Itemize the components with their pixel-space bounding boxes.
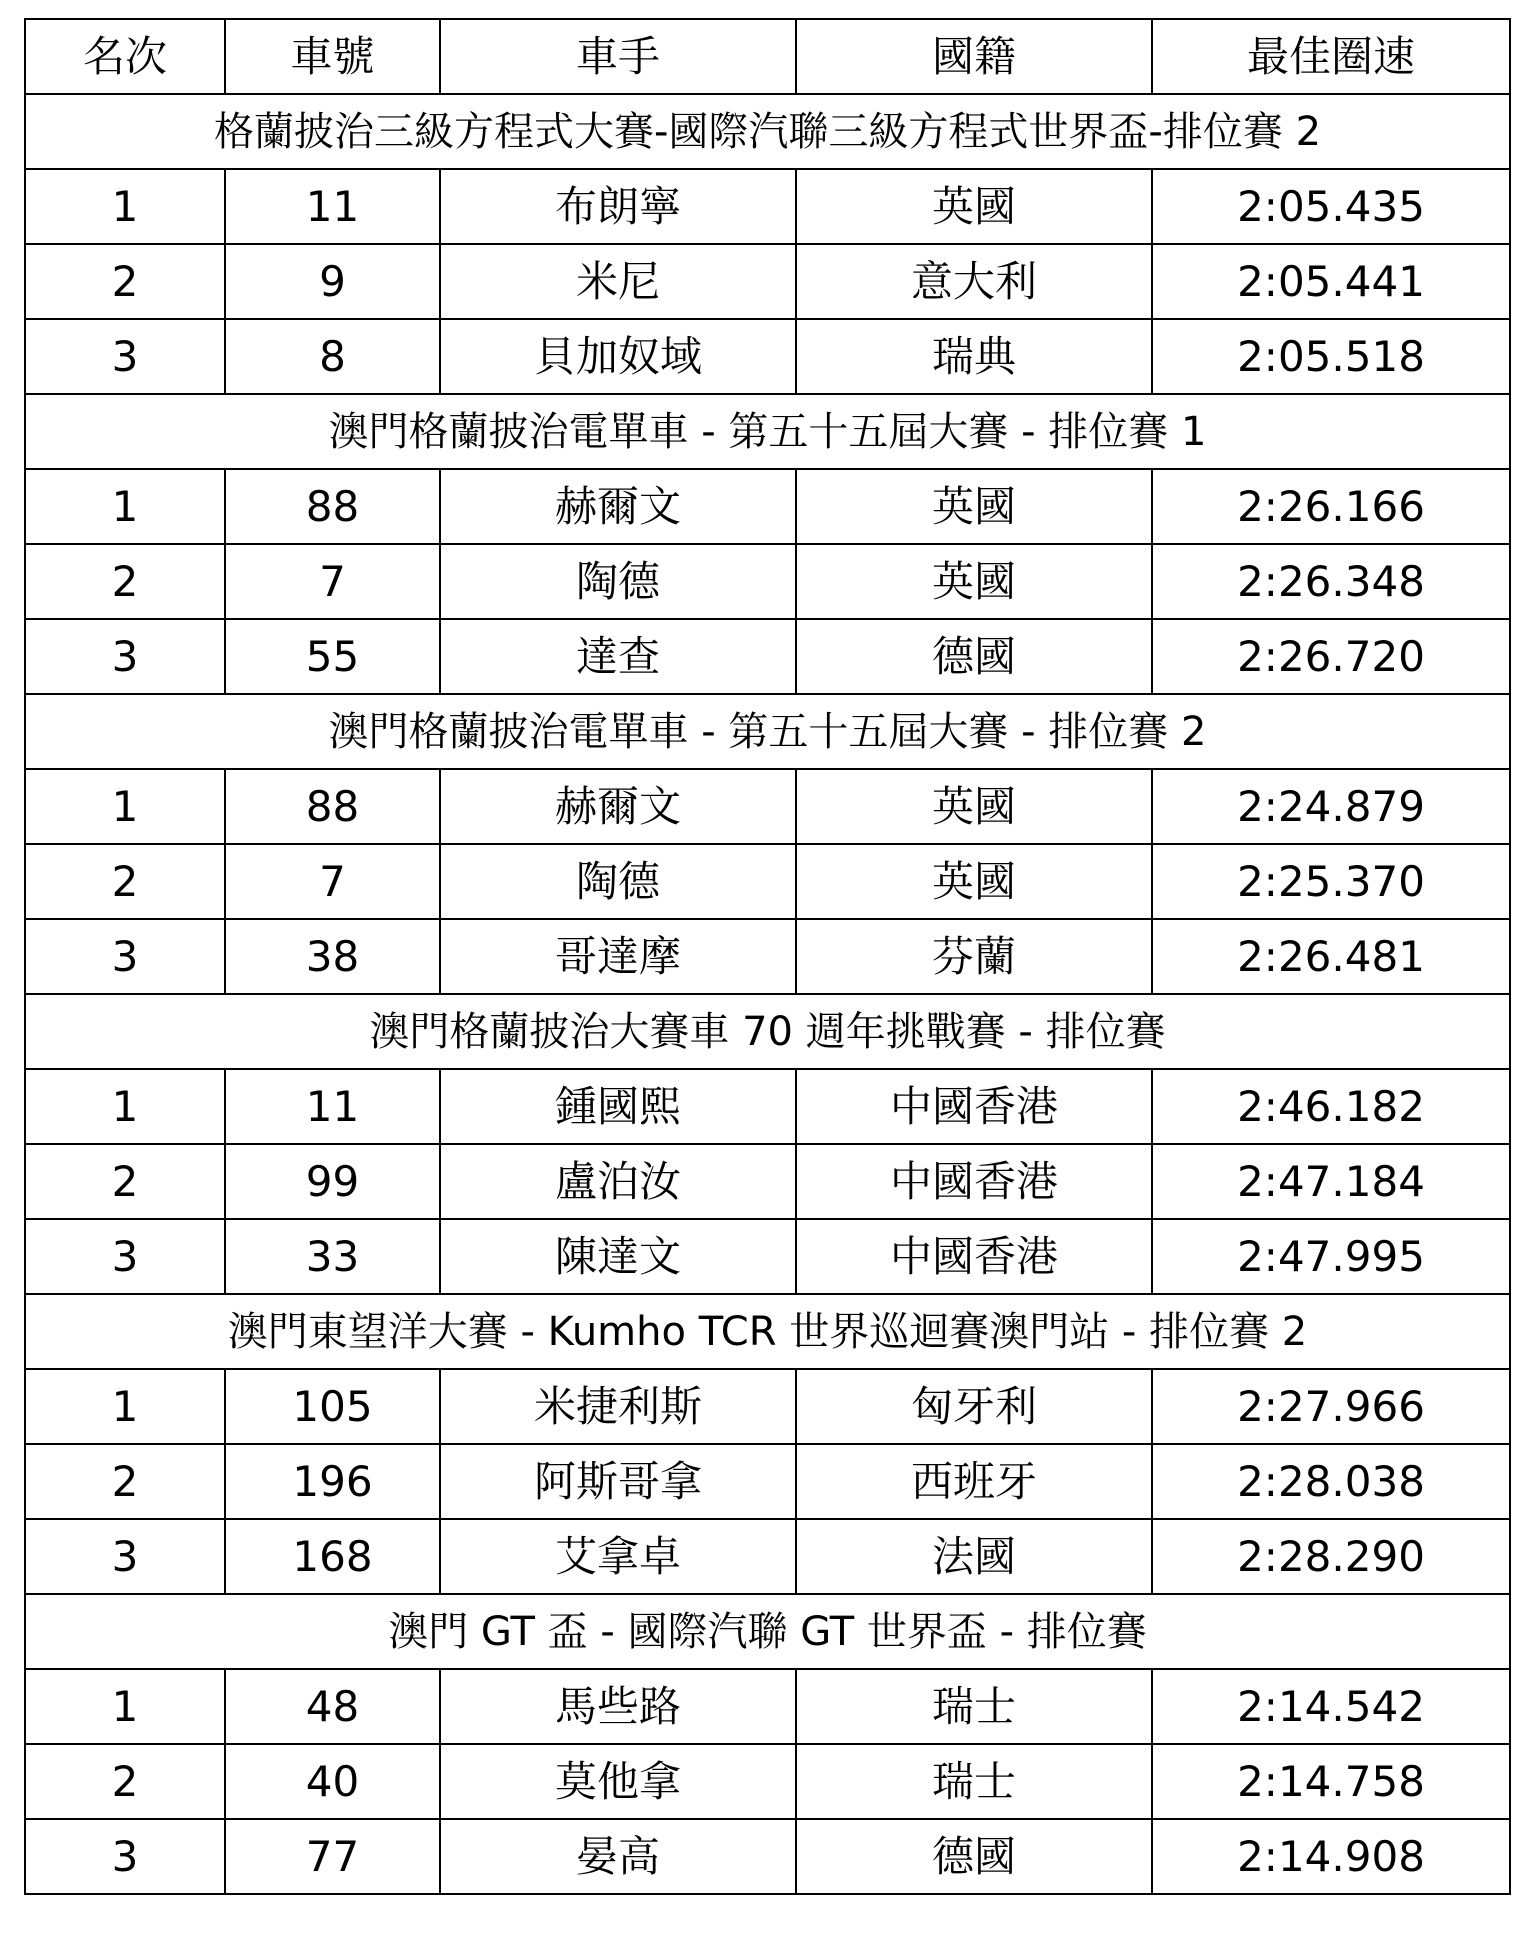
cell-driver: 布朗寧 <box>440 169 796 244</box>
table-row <box>25 1819 1510 1894</box>
cell-rank: 3 <box>25 619 225 694</box>
header-driver: 車手 <box>440 19 796 94</box>
header-row <box>25 19 1510 94</box>
cell-nationality: 中國香港 <box>796 1219 1152 1294</box>
cell-rank: 1 <box>25 1669 225 1744</box>
cell-rank: 2 <box>25 1444 225 1519</box>
table-row <box>25 1744 1510 1819</box>
cell-best-lap: 2:26.348 <box>1152 544 1510 619</box>
table-row <box>25 769 1510 844</box>
section-title-row <box>25 94 1510 169</box>
cell-driver: 達查 <box>440 619 796 694</box>
cell-best-lap: 2:05.518 <box>1152 319 1510 394</box>
cell-driver: 米尼 <box>440 244 796 319</box>
cell-rank: 3 <box>25 919 225 994</box>
cell-nationality: 芬蘭 <box>796 919 1152 994</box>
cell-car-number: 9 <box>225 244 440 319</box>
cell-nationality: 英國 <box>796 544 1152 619</box>
cell-rank: 1 <box>25 1069 225 1144</box>
table-row <box>25 1069 1510 1144</box>
table-row <box>25 919 1510 994</box>
cell-nationality: 瑞典 <box>796 319 1152 394</box>
cell-nationality: 英國 <box>796 469 1152 544</box>
cell-driver: 陳達文 <box>440 1219 796 1294</box>
cell-car-number: 33 <box>225 1219 440 1294</box>
cell-best-lap: 2:46.182 <box>1152 1069 1510 1144</box>
section-title-row <box>25 1594 1510 1669</box>
cell-rank: 2 <box>25 1144 225 1219</box>
table-row <box>25 1219 1510 1294</box>
cell-best-lap: 2:14.908 <box>1152 1819 1510 1894</box>
table-row <box>25 244 1510 319</box>
table-row <box>25 1369 1510 1444</box>
cell-car-number: 55 <box>225 619 440 694</box>
cell-rank: 2 <box>25 544 225 619</box>
cell-driver: 哥達摩 <box>440 919 796 994</box>
cell-rank: 3 <box>25 1519 225 1594</box>
cell-nationality: 瑞士 <box>796 1669 1152 1744</box>
cell-nationality: 德國 <box>796 1819 1152 1894</box>
cell-car-number: 7 <box>225 844 440 919</box>
section-title-row <box>25 994 1510 1069</box>
table-row <box>25 1519 1510 1594</box>
cell-nationality: 西班牙 <box>796 1444 1152 1519</box>
cell-best-lap: 2:05.435 <box>1152 169 1510 244</box>
cell-car-number: 38 <box>225 919 440 994</box>
section-title: 澳門 GT 盃 - 國際汽聯 GT 世界盃 - 排位賽 <box>25 1594 1510 1669</box>
section-title: 澳門東望洋大賽 - Kumho TCR 世界巡迴賽澳門站 - 排位賽 2 <box>25 1294 1510 1369</box>
cell-rank: 1 <box>25 169 225 244</box>
header-best-lap: 最佳圈速 <box>1152 19 1510 94</box>
cell-car-number: 196 <box>225 1444 440 1519</box>
cell-car-number: 105 <box>225 1369 440 1444</box>
results-body <box>25 94 1510 1894</box>
cell-nationality: 法國 <box>796 1519 1152 1594</box>
cell-driver: 馬些路 <box>440 1669 796 1744</box>
cell-nationality: 英國 <box>796 169 1152 244</box>
cell-best-lap: 2:27.966 <box>1152 1369 1510 1444</box>
header-car-number: 車號 <box>225 19 440 94</box>
section-title: 格蘭披治三級方程式大賽-國際汽聯三級方程式世界盃-排位賽 2 <box>25 94 1510 169</box>
cell-car-number: 48 <box>225 1669 440 1744</box>
cell-best-lap: 2:05.441 <box>1152 244 1510 319</box>
section-title-row <box>25 1294 1510 1369</box>
cell-nationality: 意大利 <box>796 244 1152 319</box>
cell-driver: 晏高 <box>440 1819 796 1894</box>
cell-driver: 鍾國熙 <box>440 1069 796 1144</box>
results-table <box>24 18 1511 1895</box>
table-row <box>25 1444 1510 1519</box>
table-row <box>25 544 1510 619</box>
cell-driver: 艾拿卓 <box>440 1519 796 1594</box>
cell-rank: 1 <box>25 469 225 544</box>
cell-best-lap: 2:26.720 <box>1152 619 1510 694</box>
header-rank: 名次 <box>25 19 225 94</box>
cell-best-lap: 2:14.758 <box>1152 1744 1510 1819</box>
table-row <box>25 169 1510 244</box>
cell-driver: 陶德 <box>440 844 796 919</box>
cell-driver: 陶德 <box>440 544 796 619</box>
cell-driver: 貝加奴域 <box>440 319 796 394</box>
cell-car-number: 77 <box>225 1819 440 1894</box>
cell-best-lap: 2:26.481 <box>1152 919 1510 994</box>
cell-best-lap: 2:28.290 <box>1152 1519 1510 1594</box>
cell-rank: 2 <box>25 844 225 919</box>
cell-best-lap: 2:47.184 <box>1152 1144 1510 1219</box>
cell-car-number: 11 <box>225 169 440 244</box>
table-row <box>25 469 1510 544</box>
cell-driver: 盧泊汝 <box>440 1144 796 1219</box>
section-title: 澳門格蘭披治電單車 - 第五十五屆大賽 - 排位賽 1 <box>25 394 1510 469</box>
cell-driver: 赫爾文 <box>440 469 796 544</box>
cell-rank: 3 <box>25 319 225 394</box>
cell-rank: 1 <box>25 1369 225 1444</box>
section-title-row <box>25 694 1510 769</box>
cell-car-number: 168 <box>225 1519 440 1594</box>
cell-best-lap: 2:28.038 <box>1152 1444 1510 1519</box>
cell-best-lap: 2:26.166 <box>1152 469 1510 544</box>
cell-rank: 2 <box>25 244 225 319</box>
cell-nationality: 匈牙利 <box>796 1369 1152 1444</box>
table-header <box>25 19 1510 94</box>
table-row <box>25 319 1510 394</box>
cell-rank: 3 <box>25 1219 225 1294</box>
cell-best-lap: 2:24.879 <box>1152 769 1510 844</box>
cell-nationality: 英國 <box>796 769 1152 844</box>
cell-rank: 1 <box>25 769 225 844</box>
cell-driver: 阿斯哥拿 <box>440 1444 796 1519</box>
table-row <box>25 844 1510 919</box>
cell-nationality: 中國香港 <box>796 1144 1152 1219</box>
table-row <box>25 619 1510 694</box>
cell-car-number: 40 <box>225 1744 440 1819</box>
cell-car-number: 8 <box>225 319 440 394</box>
cell-driver: 赫爾文 <box>440 769 796 844</box>
cell-rank: 2 <box>25 1744 225 1819</box>
cell-car-number: 88 <box>225 769 440 844</box>
cell-best-lap: 2:47.995 <box>1152 1219 1510 1294</box>
cell-nationality: 中國香港 <box>796 1069 1152 1144</box>
cell-best-lap: 2:14.542 <box>1152 1669 1510 1744</box>
cell-nationality: 英國 <box>796 844 1152 919</box>
table-row <box>25 1669 1510 1744</box>
section-title: 澳門格蘭披治電單車 - 第五十五屆大賽 - 排位賽 2 <box>25 694 1510 769</box>
cell-driver: 米捷利斯 <box>440 1369 796 1444</box>
header-nationality: 國籍 <box>796 19 1152 94</box>
cell-nationality: 德國 <box>796 619 1152 694</box>
cell-car-number: 88 <box>225 469 440 544</box>
section-title: 澳門格蘭披治大賽車 70 週年挑戰賽 - 排位賽 <box>25 994 1510 1069</box>
cell-best-lap: 2:25.370 <box>1152 844 1510 919</box>
cell-car-number: 11 <box>225 1069 440 1144</box>
table-row <box>25 1144 1510 1219</box>
cell-nationality: 瑞士 <box>796 1744 1152 1819</box>
cell-car-number: 99 <box>225 1144 440 1219</box>
cell-driver: 莫他拿 <box>440 1744 796 1819</box>
section-title-row <box>25 394 1510 469</box>
cell-car-number: 7 <box>225 544 440 619</box>
cell-rank: 3 <box>25 1819 225 1894</box>
